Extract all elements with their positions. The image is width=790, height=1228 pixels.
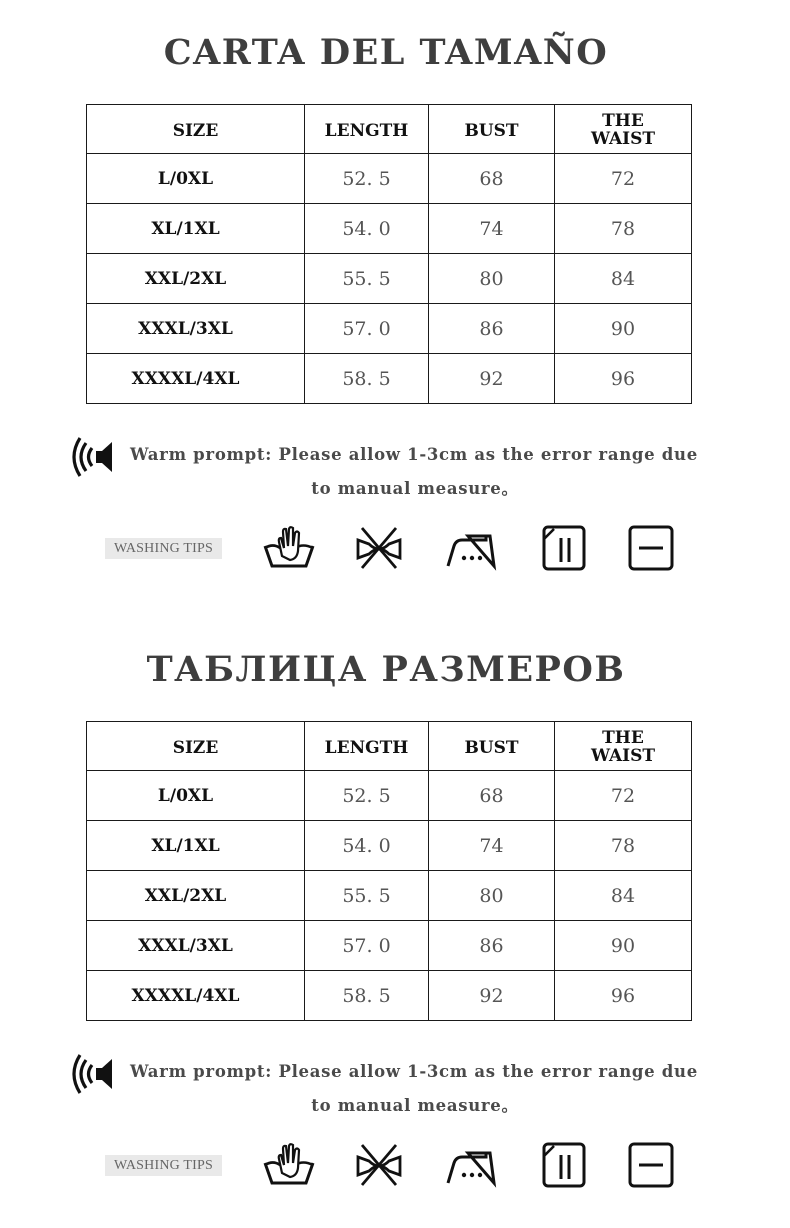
length-cell: 54. 0 <box>305 204 429 254</box>
length-cell: 54. 0 <box>305 821 429 871</box>
header-size: SIZE <box>87 722 305 771</box>
iron-low-heat-icon <box>444 524 498 572</box>
page-title: CARTA DEL TAMAÑO <box>163 32 609 73</box>
size-cell: XXXL/3XL <box>87 304 305 354</box>
drip-dry-icon <box>537 524 591 572</box>
size-cell: XL/1XL <box>87 204 305 254</box>
size-cell: L/0XL <box>87 154 305 204</box>
speaker-icon <box>66 1051 116 1097</box>
size-cell: L/0XL <box>87 771 305 821</box>
page-title: ТАБЛИЦА РАЗМЕРОВ <box>146 649 626 690</box>
iron-low-heat-icon <box>444 1141 498 1189</box>
size-cell: XL/1XL <box>87 821 305 871</box>
header-waist-line1: THE <box>602 728 644 748</box>
waist-cell: 84 <box>555 871 692 921</box>
table-row <box>87 771 692 821</box>
table-row <box>87 921 692 971</box>
header-waist-line2: WAIST <box>590 129 656 149</box>
table-header-row <box>87 722 692 771</box>
length-cell: 55. 5 <box>305 254 429 304</box>
size-cell: XXXXL/4XL <box>87 354 305 404</box>
table-row <box>87 204 692 254</box>
table-header-row <box>87 105 692 154</box>
washing-tips-label: WASHING TIPS <box>105 538 222 559</box>
bust-cell: 68 <box>429 154 555 204</box>
bust-cell: 92 <box>429 354 555 404</box>
table-row <box>87 821 692 871</box>
length-cell: 52. 5 <box>305 154 429 204</box>
length-cell: 57. 0 <box>305 921 429 971</box>
table-row <box>87 254 692 304</box>
header-waist-line2: WAIST <box>590 746 656 766</box>
warm-prompt-text-continued: to manual measure。 <box>311 479 519 498</box>
waist-cell: 84 <box>555 254 692 304</box>
dry-flat-icon <box>624 524 678 572</box>
length-cell: 57. 0 <box>305 304 429 354</box>
length-cell: 55. 5 <box>305 871 429 921</box>
header-waist-line1: THE <box>602 111 644 131</box>
waist-cell: 90 <box>555 304 692 354</box>
bust-cell: 80 <box>429 254 555 304</box>
warm-prompt-text: Warm prompt: Please allow 1-3cm as the error range due <box>130 1062 698 1081</box>
header-bust: BUST <box>429 722 555 771</box>
bust-cell: 80 <box>429 871 555 921</box>
do-not-wring-icon <box>352 524 406 572</box>
waist-cell: 96 <box>555 354 692 404</box>
header-length: LENGTH <box>305 105 429 154</box>
length-cell: 58. 5 <box>305 354 429 404</box>
waist-cell: 72 <box>555 154 692 204</box>
hand-wash-icon <box>262 524 316 572</box>
warm-prompt-text: Warm prompt: Please allow 1-3cm as the error range due <box>130 445 698 464</box>
table-row <box>87 154 692 204</box>
header-length: LENGTH <box>305 722 429 771</box>
bust-cell: 74 <box>429 204 555 254</box>
table-row <box>87 971 692 1021</box>
dry-flat-icon <box>624 1141 678 1189</box>
bust-cell: 92 <box>429 971 555 1021</box>
speaker-icon <box>66 434 116 480</box>
length-cell: 58. 5 <box>305 971 429 1021</box>
size-table <box>86 104 692 404</box>
waist-cell: 72 <box>555 771 692 821</box>
table-row <box>87 871 692 921</box>
size-table <box>86 721 692 1021</box>
waist-cell: 78 <box>555 821 692 871</box>
size-cell: XXXL/3XL <box>87 921 305 971</box>
header-size: SIZE <box>87 105 305 154</box>
size-chart-section-russian <box>0 617 790 1228</box>
header-waist <box>555 722 692 771</box>
header-waist <box>555 105 692 154</box>
drip-dry-icon <box>537 1141 591 1189</box>
washing-tips-label: WASHING TIPS <box>105 1155 222 1176</box>
hand-wash-icon <box>262 1141 316 1189</box>
size-cell: XXL/2XL <box>87 871 305 921</box>
waist-cell: 90 <box>555 921 692 971</box>
waist-cell: 96 <box>555 971 692 1021</box>
bust-cell: 86 <box>429 921 555 971</box>
bust-cell: 86 <box>429 304 555 354</box>
length-cell: 52. 5 <box>305 771 429 821</box>
warm-prompt-text-continued: to manual measure。 <box>311 1096 519 1115</box>
table-row <box>87 354 692 404</box>
do-not-wring-icon <box>352 1141 406 1189</box>
bust-cell: 74 <box>429 821 555 871</box>
bust-cell: 68 <box>429 771 555 821</box>
table-row <box>87 304 692 354</box>
header-bust: BUST <box>429 105 555 154</box>
waist-cell: 78 <box>555 204 692 254</box>
size-cell: XXXXL/4XL <box>87 971 305 1021</box>
size-cell: XXL/2XL <box>87 254 305 304</box>
